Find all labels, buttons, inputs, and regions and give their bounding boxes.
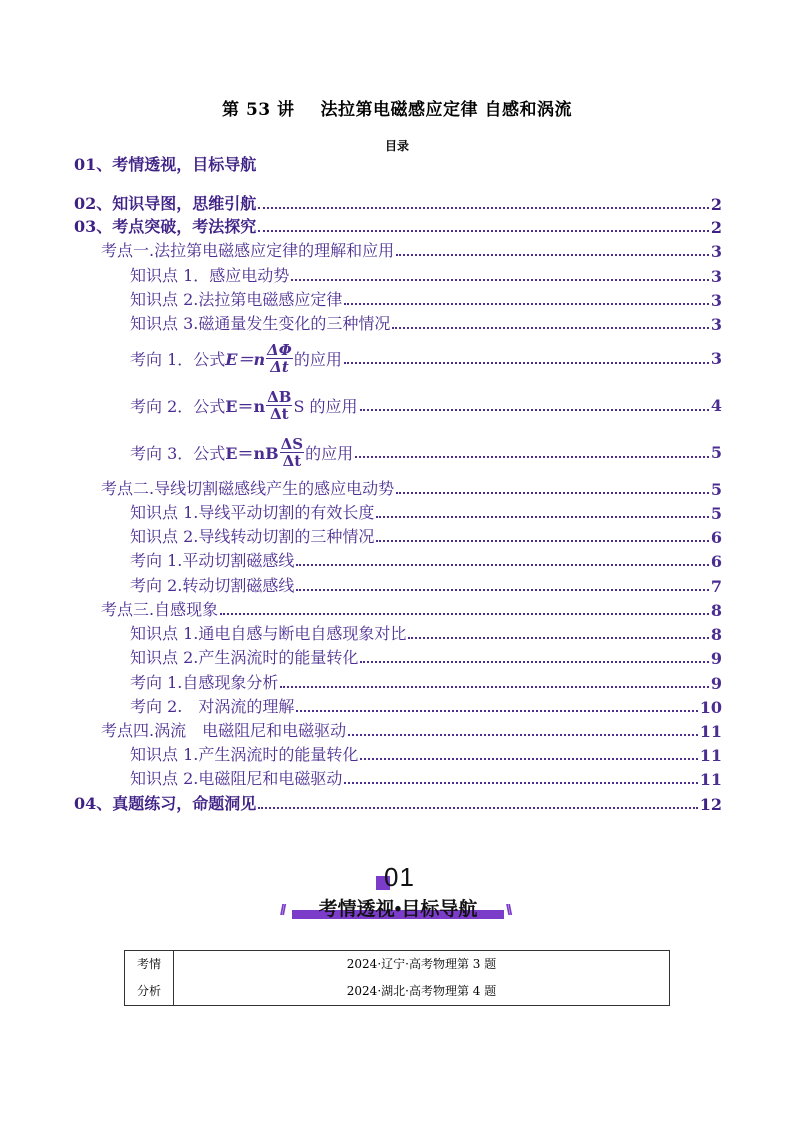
toc-item-label: 知识点 2.电磁阻尼和电磁驱动 [130,769,343,788]
toc-item-label: 知识点 1.通电自感与断电自感现象对比 [130,624,407,643]
toc-item-label: 03、考点突破，考法探究 [74,217,257,236]
toc-page-number: 11 [699,722,722,741]
toc-leader [376,516,709,518]
fraction-numerator: ΔS [280,434,304,453]
formula-fraction [280,436,304,469]
toc-leader [348,734,698,736]
fraction-numerator: ΔB [267,387,292,406]
toc-item[interactable] [130,695,722,717]
toc-page-number: 8 [710,625,722,644]
toc-item-label: 考向 2. 对涡流的理解 [130,697,295,716]
toc-item[interactable] [74,792,722,814]
fraction-denominator: Δt [282,451,302,470]
toc-leader [258,207,709,209]
toc-item[interactable] [101,477,722,499]
toc-leader [408,637,709,639]
toc-leader [258,230,709,232]
toc-page-number: 9 [710,649,722,668]
analysis-item: 2024·湖北·高考物理第 4 题 [346,984,497,998]
toc-page-number: 4 [710,395,722,415]
fraction-denominator: Δt [270,357,289,376]
toc-leader [344,303,709,305]
formula-fraction [266,389,292,422]
toc-item-label [130,436,353,469]
toc-item-label: 02、知识导图，思维引航 [74,194,257,213]
toc-page-number: 3 [710,348,722,368]
toc-item[interactable] [130,743,722,765]
toc-item[interactable] [130,549,722,571]
toc-item-label: 考点二.导线切割磁感线产生的感应电动势 [101,479,395,498]
toc-page-number: 10 [699,698,722,717]
toc-leader [291,279,709,281]
analysis-table [124,950,670,1006]
toc-item[interactable] [130,646,722,668]
toc-item[interactable] [130,383,722,427]
toc-page-number: 3 [710,267,722,286]
toc-leader [376,540,709,542]
toc-formula-prefix: 考向 2．公式 [130,396,226,416]
toc-page-number: 7 [710,577,722,596]
formula-fraction [266,342,293,375]
fraction-numerator: ΔΦ [267,340,292,359]
toc-leader [296,564,709,566]
toc-item[interactable] [130,671,722,693]
toc-formula-prefix: 考向 1．公式 [130,349,226,369]
toc-formula-prefix: 考向 3．公式 [130,443,226,463]
formula-lhs: E＝n [225,396,266,416]
toc-item-label: 知识点 2.产生涡流时的能量转化 [130,648,359,667]
toc-page-number: 11 [699,746,722,765]
toc-item-label: 知识点 1.产生涡流时的能量转化 [130,745,359,764]
toc-page-number: 12 [699,795,722,814]
toc-formula-suffix: 的应用 [293,349,342,369]
lecture-number: 第 53 讲 [222,100,295,120]
toc-item-label: 01、考情透视，目标导航 [74,155,257,174]
toc-item[interactable] [101,598,722,620]
toc-item[interactable] [74,192,722,214]
toc-page-number: 3 [710,315,722,334]
toc-item[interactable] [130,501,722,523]
toc-leader [360,661,709,663]
toc-heading: 目录 [384,139,409,153]
toc-page-number: 2 [710,195,722,214]
toc-item[interactable] [130,767,722,789]
toc-item-label: 考点一.法拉第电磁感应定律的理解和应用 [101,241,395,260]
toc-leader [220,613,709,615]
toc-item-label [130,342,342,375]
toc-item[interactable] [130,288,722,310]
toc-leader [396,492,709,494]
analysis-item: 2024·辽宁·高考物理第 3 题 [346,957,497,971]
toc-item[interactable] [74,215,722,237]
toc-item-label: 考向 2.转动切割磁感线 [130,576,295,595]
slash-decoration-right: \\ [506,902,511,919]
lecture-topic: 法拉第电磁感应定律 自感和涡流 [320,100,572,120]
toc-page-number: 5 [710,480,722,499]
toc-page-number: 3 [710,291,722,310]
toc-item-label: 知识点 2.导线转动切割的三种情况 [130,527,375,546]
toc-leader [344,362,709,364]
toc-item[interactable] [74,153,722,175]
banner-number: 01 [384,862,415,892]
analysis-body-cell [174,951,670,1006]
toc-item[interactable] [130,336,722,380]
banner-label: 考情透视•目标导航 [318,899,478,920]
toc-item-label: 考向 1.自感现象分析 [130,673,279,692]
toc-item-label: 知识点 2.法拉第电磁感应定律 [130,290,343,309]
page-title [0,95,794,120]
toc-item[interactable] [130,312,722,334]
toc-item[interactable] [130,622,722,644]
toc-page-number: 6 [710,528,722,547]
toc-leader [360,758,697,760]
analysis-header-line: 分析 [136,984,161,998]
toc-item[interactable] [101,239,722,261]
toc-item-label [130,389,358,422]
fraction-denominator: Δt [270,404,289,423]
toc-page-number: 8 [710,601,722,620]
toc-leader [344,782,697,784]
toc-item-label: 考点四.涡流 电磁阻尼和电磁驱动 [101,721,347,740]
toc-item-label: 知识点 1.导线平动切割的有效长度 [130,503,375,522]
toc-page-number: 5 [710,504,722,523]
toc-item[interactable] [130,430,722,474]
toc-item[interactable] [130,525,722,547]
toc-leader [392,327,709,329]
toc-item-label: 知识点 1．感应电动势 [130,266,290,285]
toc-leader [280,686,709,688]
toc-leader [296,589,709,591]
toc-item[interactable] [130,264,722,286]
analysis-header-line: 考情 [136,957,161,971]
toc-page-number: 6 [710,552,722,571]
toc-item[interactable] [130,574,722,596]
toc-page-number: 11 [699,770,722,789]
toc-leader [360,409,709,411]
toc-item-label: 考点三.自感现象 [101,600,219,619]
toc-leader [396,254,709,256]
formula-lhs: E＝n [225,349,266,369]
toc-page-number: 9 [710,674,722,693]
toc-page-number: 5 [710,442,722,462]
toc-page-number: 2 [710,218,722,237]
toc-leader [355,456,709,458]
toc-item-label: 04、真题练习，命题洞见 [74,794,257,813]
toc-page-number: 3 [710,242,722,261]
formula-lhs: E＝nB [225,443,279,463]
toc-item[interactable] [101,719,722,741]
toc-item-label: 知识点 3.磁通量发生变化的三种情况 [130,314,391,333]
toc-leader [296,710,697,712]
table-row [125,951,670,1006]
toc-leader [258,807,697,809]
toc-item-label: 考向 1.平动切割磁感线 [130,551,295,570]
analysis-header-cell [125,951,174,1006]
slash-decoration-left: // [280,902,285,919]
toc-formula-suffix: S 的应用 [293,396,358,416]
toc-formula-suffix: 的应用 [305,443,354,463]
section-banner [278,862,518,924]
